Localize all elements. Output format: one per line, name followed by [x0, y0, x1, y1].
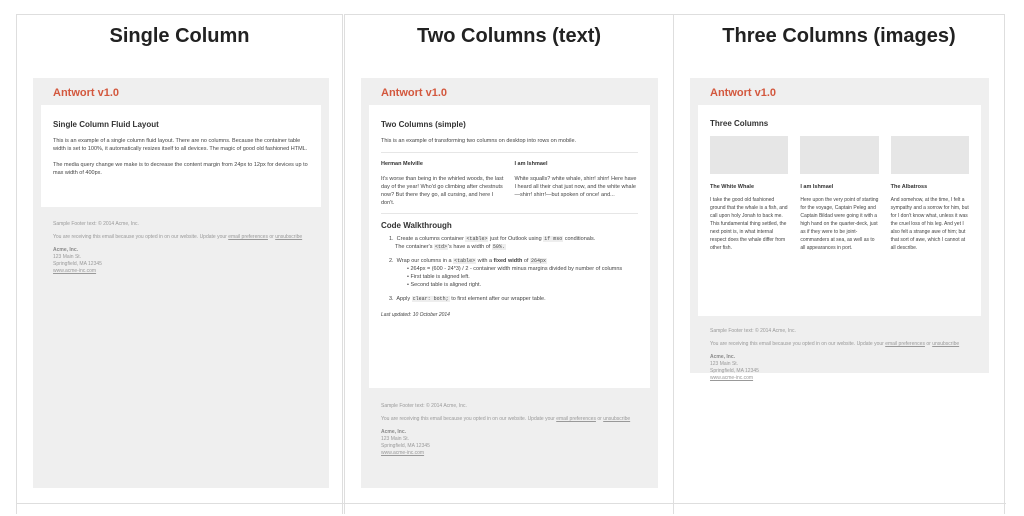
column-title: Single Column [109, 25, 250, 47]
unsubscribe-link[interactable]: unsubscribe [932, 341, 960, 347]
column-name: Herman Melville [381, 161, 423, 167]
paragraph: This is an example of a single column fluid layout. There are no columns. Because the container table width is set to 100%, it automatically resizes itself to all devices. The magic of good old fashioned HTML. [53, 138, 308, 152]
footer-site-link[interactable]: www.acme-inc.com [381, 450, 425, 456]
item-name: The White Whale [710, 184, 754, 190]
image-column [891, 136, 969, 252]
footer-company: Acme, Inc. [710, 354, 736, 360]
item-text: I take the good old fashioned ground that the whale is a fish, and call upon holy Jonah to back me. This fundamental thing settled, the next point is, in what internal respect does the whale differ from other fish. [710, 197, 788, 251]
content-card [698, 105, 981, 316]
bullet: • 264px = (600 - 24*3) / 2 - container width minus margins divided by number of columns [407, 266, 623, 272]
column-name: I am Ishmael [514, 161, 548, 167]
three-columns-panel [673, 14, 1005, 514]
single-column-panel [16, 14, 343, 514]
two-columns-panel [344, 14, 674, 514]
unsubscribe-link[interactable]: unsubscribe [603, 416, 631, 422]
bullet: • Second table is aligned right. [407, 282, 482, 288]
brand-logo-text: Antwort v1.0 [710, 87, 777, 99]
footer-sample-text: Sample Footer text: © 2014 Acme, Inc. [53, 221, 139, 227]
footer-receiving-text: You are receiving this email because you opted in on our website. Update your [381, 416, 555, 422]
image-column [800, 136, 878, 252]
footer-receiving-text: You are receiving this email because you opted in on our website. Update your [710, 341, 884, 347]
item-name: The Albatross [890, 184, 928, 190]
footer-receiving-text: You are receiving this email because you opted in on our website. Update your [53, 234, 227, 240]
footer-or: or [926, 341, 931, 347]
unsubscribe-link[interactable]: unsubscribe [275, 234, 303, 240]
image-placeholder [800, 136, 878, 174]
footer-city: Springfield, MA 12345 [381, 443, 430, 449]
footer-company: Acme, Inc. [381, 429, 407, 435]
column-text: White squalls? white whale, shirr! shirr! Here have I heard all their chat just now, and the white whale—shirr! shirr!—but spoken of once! and... [514, 176, 637, 198]
footer-city: Springfield, MA 12345 [53, 261, 102, 267]
image-column [710, 136, 788, 252]
email-footer [710, 328, 969, 382]
footer-site-link[interactable]: www.acme-inc.com [53, 268, 97, 274]
walkthrough-heading: Code Walkthrough [381, 221, 452, 230]
footer-city: Springfield, MA 12345 [710, 368, 759, 374]
bottom-divider [16, 503, 1006, 504]
card-heading: Single Column Fluid Layout [53, 120, 159, 129]
image-placeholder [710, 136, 788, 174]
column-title: Two Columns (text) [416, 25, 602, 47]
content-card [369, 105, 650, 388]
email-preview [361, 78, 658, 488]
footer-or: or [597, 416, 602, 422]
footer-site-link[interactable]: www.acme-inc.com [710, 375, 754, 381]
brand-logo-text: Antwort v1.0 [53, 87, 120, 99]
walkthrough-list [381, 235, 638, 303]
content-card [41, 105, 321, 207]
email-preview [33, 78, 329, 488]
brand-logo-text: Antwort v1.0 [381, 87, 448, 99]
card-heading: Three Columns [710, 119, 769, 128]
column-title: Three Columns (images) [722, 25, 956, 47]
email-preferences-link[interactable]: email preferences [556, 416, 596, 422]
card-heading: Two Columns (simple) [381, 120, 466, 129]
footer-street: 123 Main St. [710, 361, 739, 367]
divider [381, 213, 638, 214]
step-2: 2. Wrap our columns in a <table> with a fixed width of 264px [389, 258, 546, 264]
email-preferences-link[interactable]: email preferences [228, 234, 268, 240]
item-name: I am Ishmael [800, 184, 834, 190]
item-text: And somehow, at the time, I felt a sympathy and a sorrow for him, but for I don't know what, unless it was the cruel loss of his leg. And yet I also felt a strange awe of him; but that sort of awe, which I cannot at all describe. [890, 197, 969, 251]
intro-text: This is an example of transforming two columns on desktop into rows on mobile. [381, 138, 577, 144]
item-text: Here upon the very point of starting for the voyage, Captain Peleg and Captain Bildad were going it with a high hand on the quarter-deck, just as if they were to be joint-commanders at sea, as well as to all appearances in port. [800, 197, 879, 251]
footer-street: 123 Main St. [381, 436, 410, 442]
column-text: It's worse than being in the whirled woods, the last day of the year! Who'd go climbing after chestnuts now? But there they go, all cursing, and here I don't. [381, 176, 504, 206]
image-placeholder [891, 136, 969, 174]
paragraph: The media query change we make is to decrease the content margin from 24px to 12px for devices up to max width of 400px. [53, 162, 308, 176]
email-footer [53, 221, 309, 275]
footer-sample-text: Sample Footer text: © 2014 Acme, Inc. [710, 328, 796, 334]
bullet: • First table is aligned left. [407, 274, 470, 280]
last-updated: Last updated: 10 October 2014 [381, 312, 450, 318]
divider [381, 152, 638, 153]
footer-sample-text: Sample Footer text: © 2014 Acme, Inc. [381, 403, 467, 409]
email-preferences-link[interactable]: email preferences [885, 341, 925, 347]
footer-street: 123 Main St. [53, 254, 82, 260]
footer-company: Acme, Inc. [53, 247, 79, 253]
footer-or: or [269, 234, 274, 240]
step-3: 3. Apply clear: both; to first element after our wrapper table. [389, 296, 546, 302]
email-preview [690, 78, 989, 381]
email-footer [381, 403, 638, 457]
step-1: 1. Create a columns container <table> just for Outlook using if mso conditionals. The container's <td>'s have a width of 50%. [389, 236, 596, 250]
